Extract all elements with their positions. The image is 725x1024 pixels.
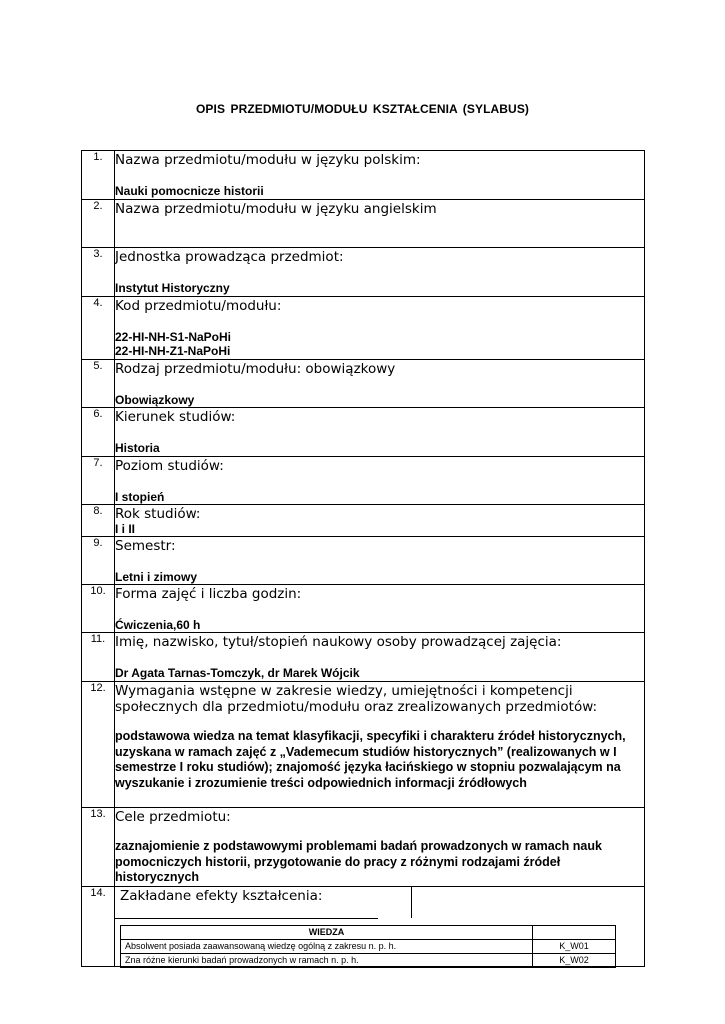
row-number: 5. — [82, 360, 115, 408]
table-row — [82, 200, 645, 248]
field-value: Historia — [115, 441, 160, 455]
syllabus-table — [81, 150, 645, 967]
field-value: Obowiązkowy — [115, 393, 195, 407]
field-label: Forma zajęć i liczba godzin: — [115, 586, 302, 602]
document-title: OPIS PRZEDMIOTU/MODUŁU KSZTAŁCENIA (SYLABUS) — [195, 102, 530, 116]
row-number: 10. — [82, 585, 115, 633]
field-label: Zakładane efekty kształcenia: — [120, 887, 323, 904]
field-label: Wymagania wstępne w zakresie wiedzy, umiejętności i kompetencji społecznych dla przedmiotu/modułu oraz zrealizowanych przedmiotów: — [115, 683, 598, 715]
table-row — [82, 457, 645, 505]
field-label: Kod przedmiotu/modułu: — [115, 298, 282, 314]
table-row — [82, 248, 645, 297]
row-content — [115, 537, 645, 585]
row-content — [115, 151, 645, 200]
field-label: Semestr: — [115, 538, 176, 554]
code-header-cell — [533, 925, 616, 939]
table-row — [82, 808, 645, 887]
row-number: 9. — [82, 537, 115, 585]
column-divider — [411, 887, 412, 918]
table-row — [82, 408, 645, 457]
row-number: 1. — [82, 151, 115, 200]
row-content — [115, 633, 645, 682]
outcome-text: Zna różne kierunki badań prowadzonych w ramach n. p. h. — [121, 953, 533, 967]
row-number: 8. — [82, 505, 115, 537]
row-number: 11. — [82, 633, 115, 682]
field-value: Nauki pomocnicze historii — [115, 184, 264, 198]
field-label: Jednostka prowadząca przedmiot: — [115, 249, 344, 265]
table-row — [82, 360, 645, 408]
row-number: 12. — [82, 682, 115, 808]
field-value: podstawowa wiedza na temat klasyfikacji, specyfiki i charakteru źródeł historycznych, uzyskana w ramach zajęć z „Vademecum studiów historycznych” (realizowanych w I semestrze I roku studiów); znajomość języka łacińskiego w stopniu pozwalającym na wyszukanie i zrozumienie treści odpowiednich informacji źródłowych — [115, 729, 626, 790]
field-value: I i II — [115, 522, 136, 536]
table-row — [82, 585, 645, 633]
field-label: Rok studiów: — [115, 506, 201, 522]
table-row — [82, 297, 645, 360]
table-row — [82, 633, 645, 682]
field-label: Imię, nazwisko, tytuł/stopień naukowy osoby prowadzącej zajęcia: — [115, 634, 562, 650]
learning-outcomes-table — [120, 925, 616, 968]
row-content — [115, 248, 645, 297]
row-number: 6. — [82, 408, 115, 457]
outcome-code: K_W02 — [533, 953, 616, 967]
table-row — [121, 939, 616, 953]
field-label: Kierunek studiów: — [115, 409, 236, 425]
field-value-line: 22-HI-NH-Z1-NaPoHi — [115, 344, 231, 358]
table-row — [121, 953, 616, 967]
row-number: 7. — [82, 457, 115, 505]
row-content — [115, 408, 645, 457]
field-value: Ćwiczenia,60 h — [115, 618, 201, 632]
field-value: Instytut Historyczny — [115, 281, 230, 295]
field-value: zaznajomienie z podstawowymi problemami badań prowadzonych w ramach nauk pomocniczych historii, przygotowanie do pracy z różnymi rodzajami źródeł historycznych — [115, 839, 602, 885]
row-content — [115, 682, 645, 808]
row-content — [115, 808, 645, 887]
table-row — [82, 682, 645, 808]
outcomes-header: WIEDZA — [121, 925, 533, 939]
row-number: 3. — [82, 248, 115, 297]
row-number: 14. — [82, 886, 115, 966]
field-label: Cele przedmiotu: — [115, 809, 231, 825]
row-content — [115, 585, 645, 633]
row-content — [115, 297, 645, 360]
row-number: 4. — [82, 297, 115, 360]
row-content — [115, 457, 645, 505]
table-row — [82, 537, 645, 585]
outcome-text: Absolwent posiada zaawansowaną wiedzę ogólną z zakresu n. p. h. — [121, 939, 533, 953]
outcome-code: K_W01 — [533, 939, 616, 953]
row-content — [115, 360, 645, 408]
row-content — [115, 505, 645, 537]
table-row — [82, 886, 645, 966]
table-row — [82, 505, 645, 537]
row-number: 13. — [82, 808, 115, 887]
field-value-line: 22-HI-NH-S1-NaPoHi — [115, 330, 232, 344]
row-number: 2. — [82, 200, 115, 248]
field-label: Rodzaj przedmiotu/modułu: obowiązkowy — [115, 361, 396, 377]
divider-line — [115, 918, 378, 919]
field-value: Letni i zimowy — [115, 570, 198, 584]
field-label: Poziom studiów: — [115, 458, 224, 474]
field-value: I stopień — [115, 490, 165, 504]
field-label: Nazwa przedmiotu/modułu w języku angielskim — [115, 201, 437, 217]
row-content — [115, 886, 645, 966]
table-row — [121, 925, 616, 939]
row-content — [115, 200, 645, 248]
field-value: Dr Agata Tarnas-Tomczyk, dr Marek Wójcik — [115, 666, 360, 680]
table-row — [82, 151, 645, 200]
field-label: Nazwa przedmiotu/modułu w języku polskim: — [115, 152, 421, 168]
